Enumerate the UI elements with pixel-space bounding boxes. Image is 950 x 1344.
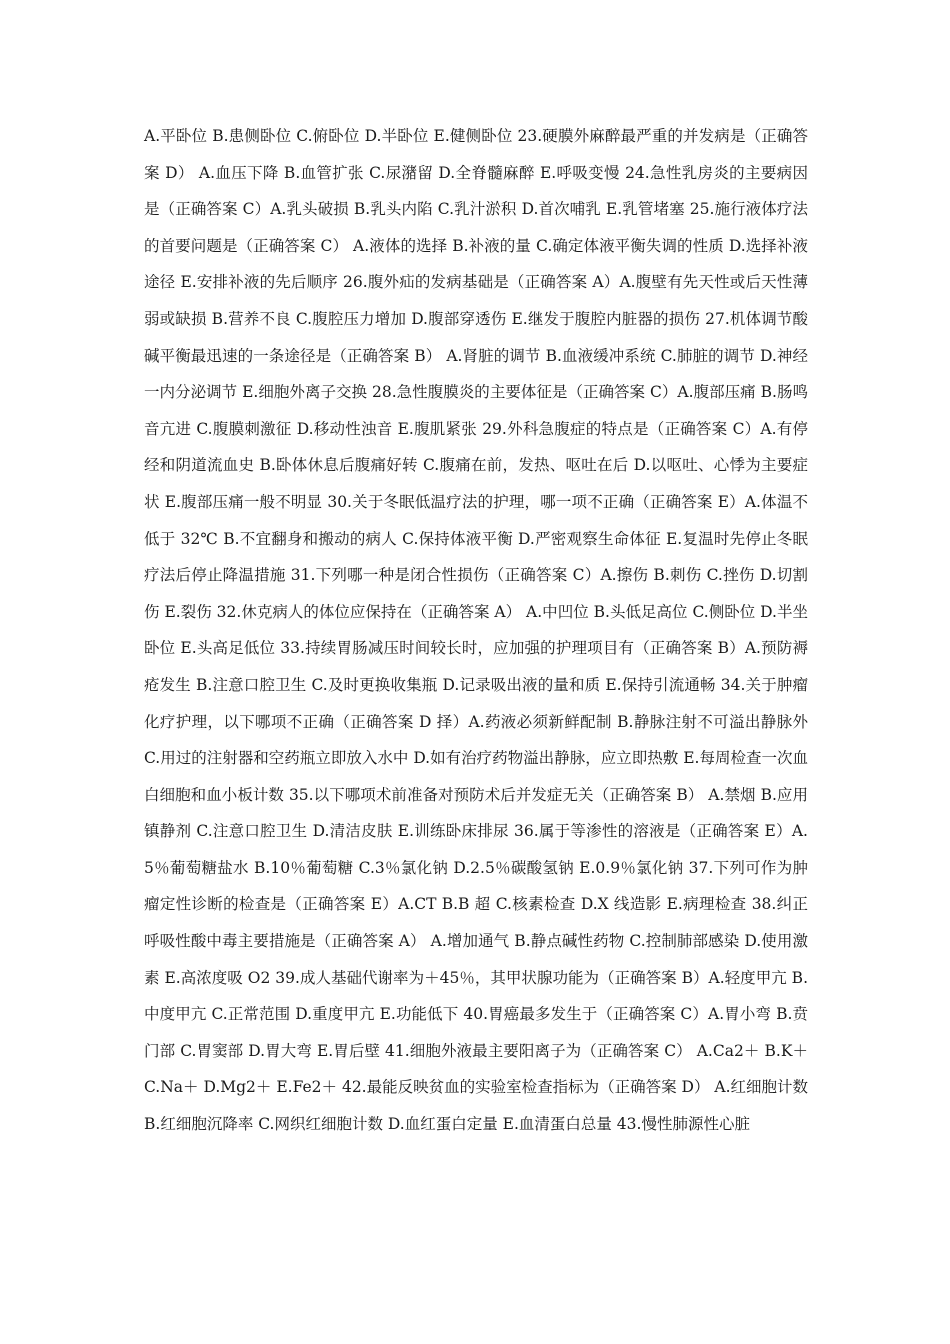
- body-paragraph: A.平卧位 B.患侧卧位 C.俯卧位 D.半卧位 E.健侧卧位 23.硬膜外麻醉最严重的并发病是（正确答案 D） A.血压下降 B.血管扩张 C.尿潴留 D.全脊髓麻醉 E.呼吸变慢 24.急性乳房炎的主要病因是（正确答案 C）A.乳头破损 B.乳头内陷 C.乳汁淤积 D.首次哺乳 E.乳管堵塞 25.施行液体疗法的首要问题是（正确答案 C） A.液体的选择 B.补液的量 C.确定体液平衡失调的性质 D.选择补液途径 E.安排补液的先后顺序 26.腹外疝的发病基础是（正确答案 A）A.腹壁有先天性或后天性薄弱或缺损 B.营养不良 C.腹腔压力增加 D.腹部穿透伤 E.继发于腹腔内脏器的损伤 27.机体调节酸碱平衡最迅速的一条途径是（正确答案 B） A.肾脏的调节 B.血液缓冲系统 C.肺脏的调节 D.神经一内分泌调节 E.细胞外离子交换 28.急性腹膜炎的主要体征是（正确答案 C）A.腹部压痛 B.肠鸣音亢进 C.腹膜刺激征 D.移动性浊音 E.腹肌紧张 29.外科急腹症的特点是（正确答案 C）A.有停经和阴道流血史 B.卧体休息后腹痛好转 C.腹痛在前，发热、呕吐在后 D.以呕吐、心悸为主要症状 E.腹部压痛一般不明显 30.关于冬眠低温疗法的护理，哪一项不正确（正确答案 E）A.体温不低于 32℃ B.不宜翻身和搬动的病人 C.保持体液平衡 D.严密观察生命体征 E.复温时先停止冬眠疗法后停止降温措施 31.下列哪一种是闭合性损伤（正确答案 C）A.擦伤 B.刺伤 C.挫伤 D.切割伤 E.裂伤 32.休克病人的体位应保持在（正确答案 A） A.中凹位 B.头低足高位 C.侧卧位 D.半坐卧位 E.头高足低位 33.持续胃肠减压时间较长时，应加强的护理项目有（正确答案 B）A.预防褥疮发生 B.注意口腔卫生 C.及时更换收集瓶 D.记录吸出液的量和质 E.保持引流通畅 34.关于肿瘤化疗护理，以下哪项不正确（正确答案 D 择）A.药液必须新鲜配制 B.静脉注射不可溢出静脉外 C.用过的注射器和空药瓶立即放入水中 D.如有治疗药物溢出静脉，应立即热敷 E.每周检查一次血白细胞和血小板计数 35.以下哪项术前准备对预防术后并发症无关（正确答案 B） A.禁烟 B.应用镇静剂 C.注意口腔卫生 D.清洁皮肤 E.训练卧床排尿 36.属于等渗性的溶液是（正确答案 E）A.5％葡萄糖盐水 B.10％葡萄糖 C.3％氯化钠 D.2.5％碳酸氢钠 E.0.9％氯化钠 37.下列可作为肿瘤定性诊断的检查是（正确答案 E）A.CT B.B 超 C.核素检查 D.X 线造影 E.病理检查 38.纠正呼吸性酸中毒主要措施是（正确答案 A） A.增加通气 B.静点碱性药物 C.控制肺部感染 D.使用激素 E.高浓度吸 O2 39.成人基础代谢率为＋45％，其甲状腺功能为（正确答案 B）A.轻度甲亢 B.中度甲亢 C.正常范围 D.重度甲亢 E.功能低下 40.胃癌最多发生于（正确答案 C）A.胃小弯 B.贲门部 C.胃窦部 D.胃大弯 E.胃后壁 41.细胞外液最主要阳离子为（正确答案 C） A.Ca2＋ B.K＋ C.Na＋ D.Mg2＋ E.Fe2＋ 42.最能反映贫血的实验室检查指标为（正确答案 D） A.红细胞计数 B.红细胞沉降率 C.网织红细胞计数 D.血红蛋白定量 E.血清蛋白总量 43.慢性肺源性心脏: [144, 127, 809, 1134]
